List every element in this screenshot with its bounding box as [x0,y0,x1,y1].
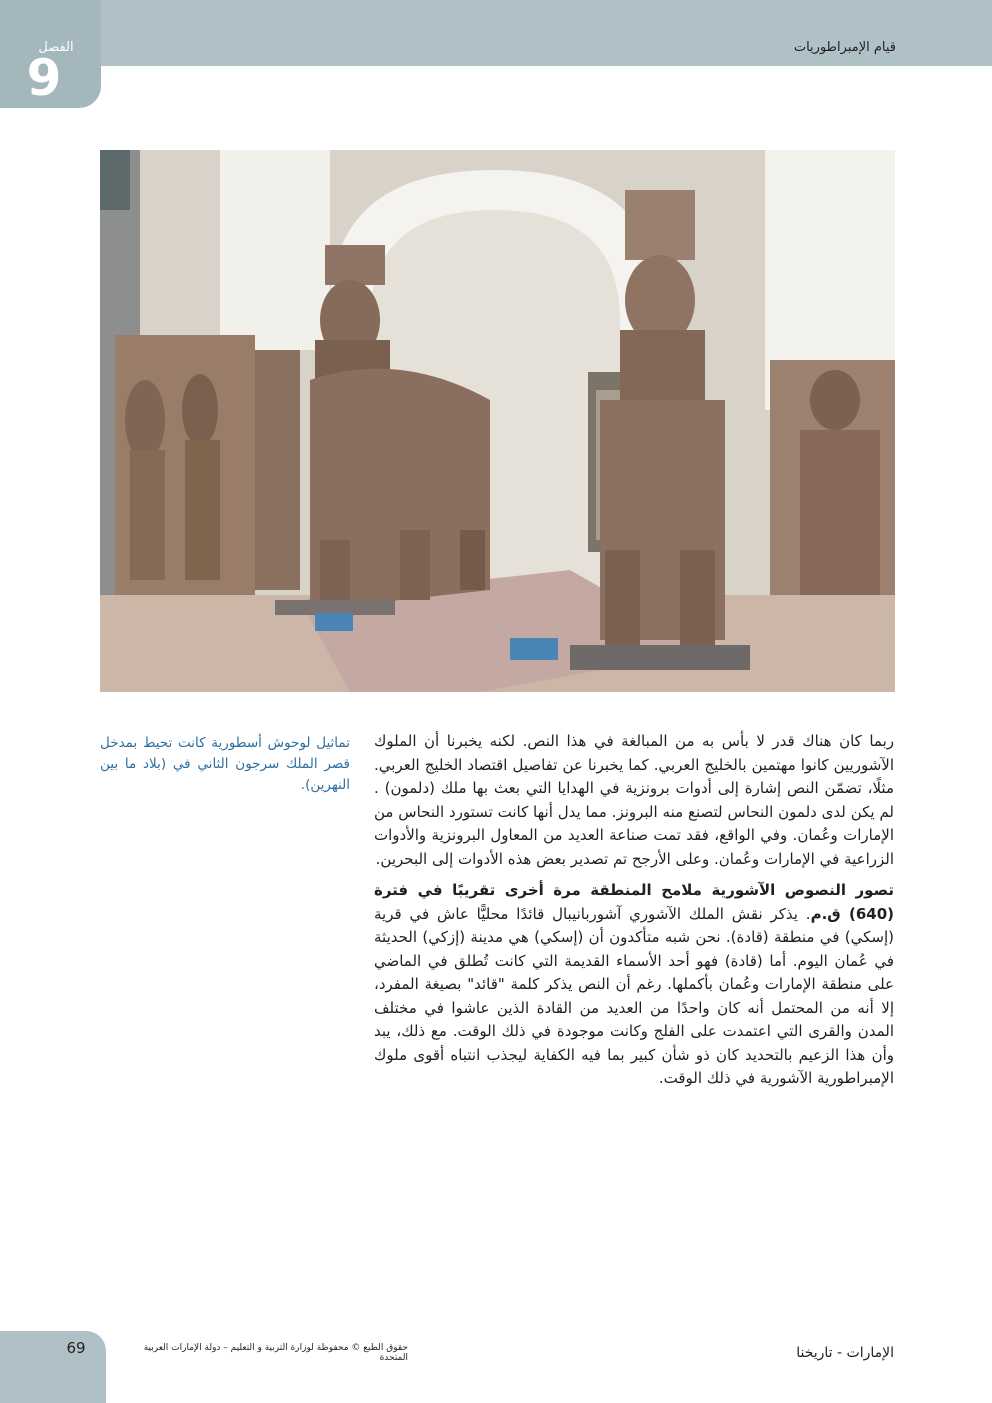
lamassu-photo [100,150,895,692]
header-band [0,0,992,66]
paragraph-1: ربما كان هناك قدر لا بأس به من المبالغة في هذا النص. لكنه يخبرنا أن الملوك الآشوريين كانوا مهتمين بالخليج العربي. كما يخبرنا عن تفاصيل اقتصاد الخليج العربي. مثلًا، تضمّن النص إشارة إلى أدوات برونزية في الهدايا التي بعث بها ملك (دلمون) . لم يكن لدى دلمون النحاس لتصنع منه البرونز. مما يدل أنها كانت تستورد النحاس من الإمارات وعُمان. وفي الواقع، فقد تمت صناعة العديد من المعاول البرونزية والأدوات الزراعية في الإمارات وعُمان. وعلى الأرجح تم تصدير بعض هذه الأدوات إلى البحرين. [374,732,894,868]
paragraph-2-lead: تصور النصوص الآشورية ملامح المنطقة مرة أخرى تقريبًا في فترة (640) ق.م [374,881,894,923]
paragraph-2-rest: . يذكر نقش الملك الآشوري آشوربانيبال قائدًا محليًّا عاش في قرية (إسكي) في منطقة (قادة). نحن شبه متأكدون أن (إسكي) هي مدينة (إزكي) الحديثة في عُمان اليوم. أما (قادة) فهو أحد الأسماء القديمة التي كانت تُطلق في الماضي على منطقة الإمارات وعُمان بأكملها. رغم أن النص يذكر كلمة "قائد" بصيغة المفرد، إلا أنه من المحتمل أنه كان واحدًا من العديد من القادة الذين عاشوا في مختلف المدن والقرى التي اعتمدت على الفلج وكانت موجودة في ذلك الوقت. مع ذلك، يبد وأن هذا الزعيم بالتحديد كان ذو شأن كبير بما فيه الكفاية ليجذب انتباه أقوى ملوك الإمبراطورية الآشورية في ذلك الوقت. [374,904,894,1087]
book-title: الإمارات - تاريخنا [796,1345,894,1361]
copyright-notice: حقوق الطبع © محفوظة لوزارة التربية و التعليم – دولة الإمارات العربية المتحدة [143,1343,408,1363]
chapter-label: الفصل [38,40,74,55]
figure-caption: تماثيل لوحوش أسطورية كانت تحيط بمدخل قصر الملك سرجون الثاني في (بلاد ما بين النهرين). [100,735,350,793]
lamassu-illustration [100,150,895,692]
page-number: 69 [66,1339,86,1357]
chapter-number: 9 [26,49,62,107]
paragraph-2 [374,879,894,1091]
body-text [374,730,894,1099]
running-title: قيام الإمبراطوريات [793,40,896,55]
